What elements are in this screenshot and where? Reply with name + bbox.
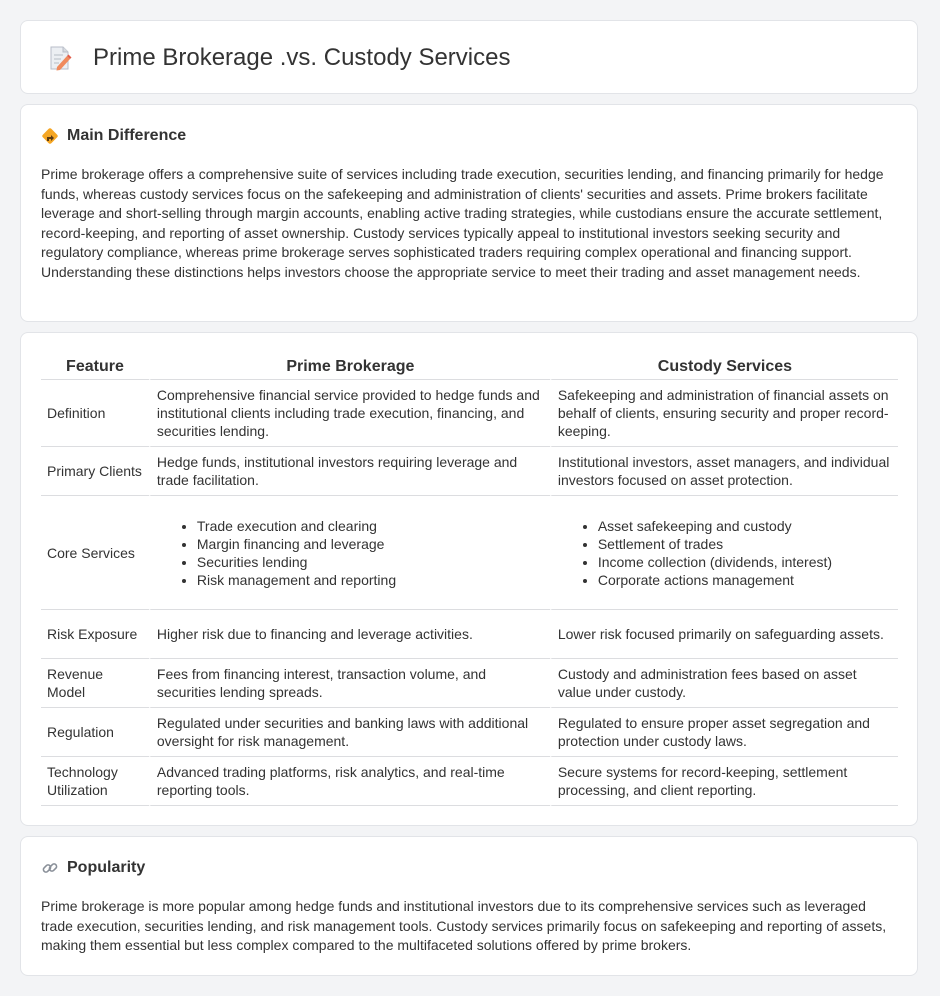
main-difference-heading (41, 125, 186, 147)
row-custody-value: Regulated to ensure proper asset segregation and protection under custody laws. (550, 708, 898, 757)
row-custody-value: Lower risk focused primarily on safeguarding assets. (550, 610, 898, 659)
row-custody-value: Institutional investors, asset managers, and individual investors focused on asset protection. (550, 447, 898, 496)
link-icon (41, 859, 59, 877)
table-row (41, 496, 898, 610)
document-pencil-icon (47, 45, 73, 71)
main-difference-title: Main Difference (67, 127, 187, 144)
popularity-text: Prime brokerage is more popular among hedge funds and institutional investors due to its comprehensive services such as leveraged trade execution, securities lending, and risk management tools. Custody services primarily focus on safekeeping and reporting of assets, making them essential but less complex compared to the multifaceted solutions offered by prime brokers. (41, 898, 887, 954)
custody-services-list (558, 517, 892, 589)
main-difference-text: Prime brokerage offers a comprehensive suite of services including trade execution, securities lending, and financing primarily for hedge funds, whereas custody services focus on the safekeeping and administration of clients' securities and assets. Prime brokers facilitate leverage and short-selling through margin accounts, enabling active trading strategies, while custodians ensure the accurate settlement, record-keeping, and reporting of asset ownership. Custody services typically appeal to institutional investors seeking security and regulatory compliance, whereas prime brokerage serves sophisticated traders requiring complex operational and financing support. Understanding these distinctions helps investors choose the appropriate service to meet their trading and asset management needs. (41, 166, 884, 280)
table-row (41, 708, 898, 757)
row-custody-value: Secure systems for record-keeping, settlement processing, and client reporting. (550, 757, 898, 806)
table-row (41, 757, 898, 806)
row-feature: Regulation (41, 708, 149, 757)
row-feature: Risk Exposure (41, 610, 149, 659)
list-item: • Settlement of trades (598, 535, 892, 553)
page-title: Prime Brokerage .vs. Custody Services (93, 44, 511, 71)
main-difference-card (20, 104, 918, 322)
prime-services-list (157, 517, 544, 589)
table-row (41, 380, 898, 447)
list-item: • Securities lending (197, 553, 544, 571)
popularity-title: Popularity (67, 859, 146, 876)
table-row (41, 447, 898, 496)
row-prime-value: Advanced trading platforms, risk analytics, and real-time reporting tools. (149, 757, 550, 806)
list-item: • Income collection (dividends, interest) (598, 553, 892, 571)
row-custody-list-cell (550, 496, 898, 610)
row-prime-value: Higher risk due to financing and leverage activities. (149, 610, 550, 659)
row-prime-value: Hedge funds, institutional investors requiring leverage and trade facilitation. (149, 447, 550, 496)
row-custody-value: Safekeeping and administration of financial assets on behalf of clients, ensuring security and proper record-keeping. (550, 380, 898, 447)
list-item: • Risk management and reporting (197, 571, 544, 589)
row-prime-value: Comprehensive financial service provided to hedge funds and institutional clients including trade execution, financing, and securities lending. (149, 380, 550, 447)
table-row (41, 659, 898, 708)
row-custody-value: Custody and administration fees based on asset value under custody. (550, 659, 898, 708)
row-feature: Revenue Model (41, 659, 149, 708)
table-header-row (41, 353, 898, 380)
row-feature: Technology Utilization (41, 757, 149, 806)
row-feature: Core Services (41, 496, 149, 610)
diamond-signpost-icon (41, 127, 59, 145)
list-item: • Corporate actions management (598, 571, 892, 589)
list-item: • Margin financing and leverage (197, 535, 544, 553)
popularity-card (20, 836, 918, 976)
list-item: • Asset safekeeping and custody (598, 517, 892, 535)
row-prime-value: Fees from financing interest, transaction volume, and securities lending spreads. (149, 659, 550, 708)
row-feature: Primary Clients (41, 447, 149, 496)
table-row (41, 610, 898, 659)
row-prime-value: Regulated under securities and banking laws with additional oversight for risk management. (149, 708, 550, 757)
header-feature: Feature (41, 353, 149, 380)
header-card (20, 20, 918, 94)
row-prime-list-cell (149, 496, 550, 610)
header-custody-services: Custody Services (550, 353, 898, 380)
comparison-card (20, 332, 918, 826)
comparison-table (41, 353, 898, 806)
popularity-heading (41, 857, 145, 879)
row-feature: Definition (41, 380, 149, 447)
list-item: • Trade execution and clearing (197, 517, 544, 535)
header-prime-brokerage: Prime Brokerage (149, 353, 550, 380)
